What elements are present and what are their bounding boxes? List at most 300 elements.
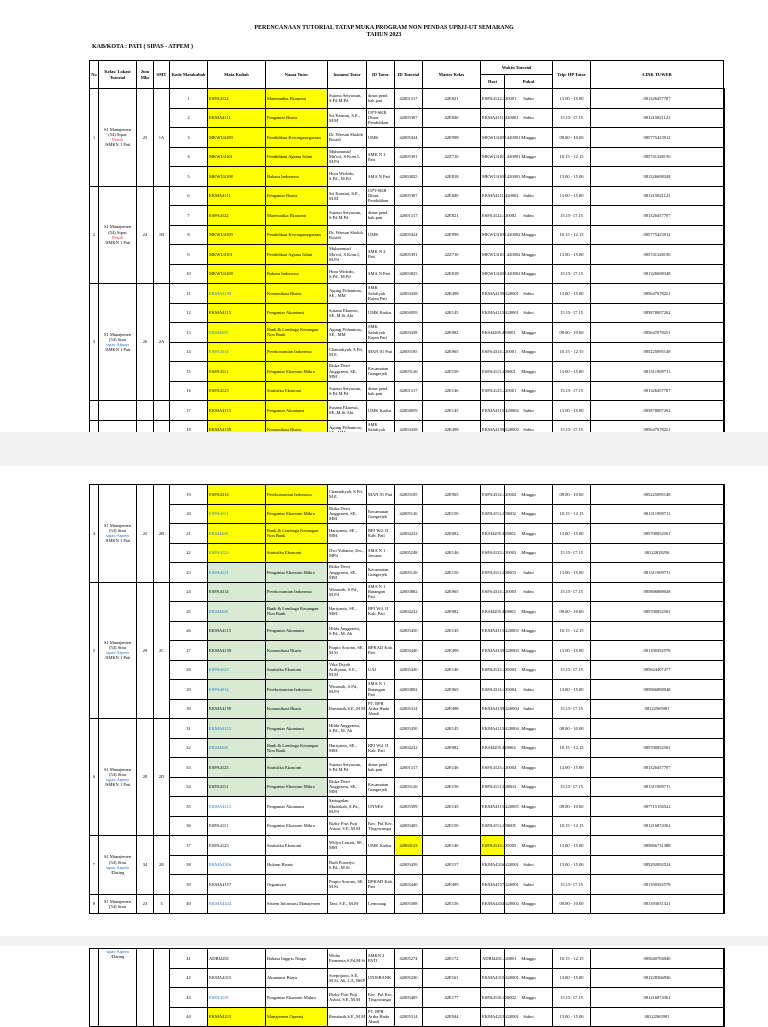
jumlah-mahasiswa: 34 [137, 836, 154, 895]
telp-tutor: 08122565981 [591, 699, 724, 719]
master-kelas: ESPA4123.420001 [481, 381, 505, 401]
kode-matakuliah: ESPA4123 [208, 758, 266, 778]
id-tutorial: 42E840 [423, 186, 481, 206]
telp-header: Telp/ HP Tutor [553, 61, 591, 89]
hari: Minggu [505, 816, 553, 836]
kode-matakuliah: EKSI4205 [208, 738, 266, 758]
master-kelas: MKWU4108.420002 [481, 264, 505, 284]
id-tutorial: 42E146 [423, 660, 481, 680]
group-number: 7 [90, 836, 99, 895]
pukul: 10.15 - 12.15 [553, 147, 591, 167]
id-tutor: 42003825 [395, 264, 423, 284]
row-number-cell [170, 641, 208, 661]
nama-tutor: Sri Karnini, S.E., M.M [328, 186, 367, 206]
pukul: 13.00 - 15.00 [553, 284, 591, 304]
hari: Sabtu [505, 420, 553, 440]
hari: Sabtu [505, 401, 553, 421]
instansi-tutor: Kecamatan Gungrejek [367, 563, 395, 583]
table-row [90, 777, 725, 797]
row-number: 6 [187, 193, 190, 199]
row-number: 12 [186, 310, 191, 316]
nama-tutor: Tani, S.E., M.M [328, 894, 367, 914]
master-kelas: MKWU4108.420001 [481, 167, 505, 187]
mata-kuliah: Perekonomian Indonesia [266, 680, 328, 700]
kode-matakuliah: EKMA4111 [208, 186, 266, 206]
row-number-cell [170, 797, 208, 817]
row-number: 20 [186, 511, 191, 517]
hari: Sabtu [505, 206, 553, 226]
row-number: 14 [186, 349, 191, 355]
row-number-cell [170, 949, 208, 969]
instansi-tutor: SMKN 2 PATI [367, 949, 395, 969]
instansi-tutor: Kec. Pul Kec. Tlogowungu [367, 816, 395, 836]
pukul: 15.15- 17.15 [553, 303, 591, 323]
telp-tutor: 081326457707 [591, 206, 724, 226]
row-number-cell [170, 988, 208, 1008]
id-tutor: 42005126 [395, 777, 423, 797]
kelas-location: sipas-Atpem [106, 864, 129, 870]
row-number: 28 [186, 667, 191, 673]
row-number-cell [170, 128, 208, 148]
kode-matakuliah: EKMA4434 [208, 894, 266, 914]
row-number: 5 [187, 173, 190, 179]
pukul: 08.00 - 10.00 [553, 128, 591, 148]
instansi-tutor [367, 855, 395, 875]
nama-tutor: Rumiasih,S.E.,M.M [328, 1007, 367, 1027]
nama-tutor: Susana Ekaresti, SE.,M.Si.Akt [328, 303, 367, 323]
master-kelas: ESPA4314.420002 [481, 485, 505, 505]
instansi-tutor: dinas pend kab pati [367, 206, 395, 226]
row-number: 34 [186, 784, 191, 790]
table-row [90, 894, 725, 914]
kelas-name: S1 Manajemen (54) Sinu [103, 331, 132, 342]
hari-header: Hari [481, 75, 505, 89]
no-header: No [90, 61, 99, 89]
id-tutorial: 42E177 [423, 988, 481, 1008]
row-number: 21 [186, 530, 191, 536]
kode-matakuliah: EKMA4115 [208, 719, 266, 739]
empty-cell [154, 401, 170, 421]
id-tutor: 42003802 [395, 582, 423, 602]
master-kelas: ADBI4201.420001 [481, 949, 505, 969]
table-row [90, 797, 725, 817]
pukul: 15.15- 17.15 [553, 543, 591, 563]
instansi-tutor: UMK [367, 128, 395, 148]
mata-kuliah: Pendidikan Agama Islam [266, 147, 328, 167]
instansi-tutor: MAN 01 Pati [367, 485, 395, 505]
master-kelas: EKMA4316.420001 [481, 855, 505, 875]
nama-tutor: Sujono Setyawan, S.Pd.M.Pd [328, 381, 367, 401]
master-kelas: EKMA4159.420002 [481, 420, 505, 440]
telp-tutor: 085741328156 [591, 147, 724, 167]
instansi-tutor: UPT-SKB Dinas Pendidikan [367, 186, 395, 206]
id-tutorial: 42E145 [423, 719, 481, 739]
kelas-name: S1 Manajemen (54) Sinu [103, 898, 132, 909]
row-number-cell [170, 680, 208, 700]
row-number: 8 [187, 232, 190, 238]
mata-kuliah: Hukum Bisnis [266, 855, 328, 875]
kelas-cell [99, 719, 137, 836]
pukul: 10.15 - 12.15 [553, 949, 591, 969]
id-tutor: 42003438 [395, 420, 423, 440]
hari: Minggu [505, 225, 553, 245]
master-kelas: EKMA4115.420004 [481, 719, 505, 739]
row-number: 43 [186, 994, 191, 1000]
mata-kuliah: Organisasi [266, 875, 328, 895]
row-number: 11 [186, 290, 191, 296]
id-tutor: 42004232 [395, 602, 423, 622]
nama-tutor: Hora Widodo, S.Pd., M.Pd [328, 264, 367, 284]
id-tutor: 42005424 [395, 128, 423, 148]
hari: Sabtu [505, 303, 553, 323]
waktu-header: Waktu Tutorial [481, 61, 553, 75]
link-tuweb-cell [724, 582, 725, 602]
kode-matakuliah: MKWU4108 [208, 167, 266, 187]
link-tuweb-cell [724, 167, 725, 187]
nama-tutor: Riska Dewi Anggraeni, SE, MM [328, 563, 367, 583]
kelas-venue: /SMKN 1 Pati [104, 142, 131, 148]
link-tuweb-cell [724, 894, 725, 914]
link-tuweb-cell [724, 816, 725, 836]
table-row [90, 206, 725, 226]
telp-tutor: 085775423912 [591, 128, 724, 148]
mata-kuliah: Bank & Lembaga Keuangan Non Bank [266, 602, 328, 622]
kelas-location: sipas-Atpem [106, 650, 129, 656]
id-tutorial: 42E998 [423, 225, 481, 245]
row-number-cell [170, 836, 208, 856]
row-number-cell [170, 186, 208, 206]
hari: Sabtu [505, 855, 553, 875]
telp-tutor: 085878007262 [591, 303, 724, 323]
row-number: 44 [186, 1014, 191, 1020]
hari: Minggu [505, 245, 553, 265]
mata-kuliah: Pendidikan Kewarganegaraan [266, 128, 328, 148]
id-tutor: 42005420 [395, 660, 423, 680]
hari: Minggu [505, 128, 553, 148]
kode-matakuliah: ESPA4110 [208, 988, 266, 1008]
instansi-tutor: Kecamatan Gungrejek [367, 504, 395, 524]
link-tuweb-cell [724, 342, 725, 362]
tutor-header: Nama Tutor [266, 61, 328, 89]
instansi-tutor: BPJ Wil. II Kab. Pati [367, 738, 395, 758]
row-number-cell [170, 855, 208, 875]
kode-matakuliah: EKMA4115 [208, 401, 266, 421]
kode-matakuliah: EKSI4205 [208, 524, 266, 544]
pukul: 13.00 - 15.00 [553, 641, 591, 661]
pukul: 08.00 - 10.00 [553, 797, 591, 817]
id-tutor: 42003825 [395, 167, 423, 187]
telp-tutor: 081326457707 [591, 758, 724, 778]
row-number-cell [170, 777, 208, 797]
row-number-cell [170, 303, 208, 323]
row-number-cell [170, 524, 208, 544]
semester: 2A [154, 284, 170, 401]
row-number: 40 [186, 901, 191, 907]
nama-tutor: Prapto Sosono, SE, M.Si [328, 641, 367, 661]
row-number-cell [170, 894, 208, 914]
master-kelas: EKMA4159.420004 [481, 699, 505, 719]
id-tutorial: 42E818 [423, 264, 481, 284]
row-number: 27 [186, 647, 191, 653]
mata-kuliah: Sistem Informasi Manajemen [266, 894, 328, 914]
page-gap [0, 432, 768, 466]
table-row [90, 108, 725, 128]
nama-tutor: Dwi Yulianto, Drs., MPd [328, 543, 367, 563]
kode-matakuliah: MKWU4108 [208, 264, 266, 284]
pukul: 10.15 - 12.15 [553, 621, 591, 641]
kode-matakuliah: MKWU4109 [208, 128, 266, 148]
empty-cell [154, 949, 170, 1027]
master-kelas: MKWU4101.420001 [481, 147, 505, 167]
table-row [90, 988, 725, 1008]
telp-tutor: 08122565981 [591, 1007, 724, 1027]
link-tuweb-cell [724, 777, 725, 797]
instansi-tutor: dinas pend kab pati [367, 758, 395, 778]
table-row [90, 284, 725, 304]
table-row [90, 699, 725, 719]
nama-tutor: Hilda Anggraeni, S.Pd., M. Ak [328, 621, 367, 641]
master-kelas: EKMA4111.420001 [481, 108, 505, 128]
link-tuweb-cell [724, 362, 725, 382]
semester: 3 [154, 894, 170, 914]
row-number: 42 [186, 975, 191, 981]
telp-tutor: 08122818256 [591, 543, 724, 563]
id-tutorial: 42E821 [423, 89, 481, 109]
row-number-cell [170, 245, 208, 265]
pukul: 10.15 - 12.15 [553, 816, 591, 836]
mata-kuliah: Bank & Lembaga Keuangan Non Bank [266, 524, 328, 544]
instansi-tutor: BPJ Wil. II Kab. Pati [367, 524, 395, 544]
mata-kuliah: Statistika Ekonomi [266, 758, 328, 778]
kode-matakuliah: ESPA4111 [208, 563, 266, 583]
telp-tutor: 087715156522 [591, 797, 724, 817]
semester: 2E [154, 836, 170, 895]
row-number: 2 [187, 115, 190, 121]
id-tutor: 42005450 [395, 621, 423, 641]
hari: Minggu [505, 777, 553, 797]
row-number-cell [170, 602, 208, 622]
link-tuweb-cell [724, 968, 725, 988]
id-tutor: 42005391 [395, 245, 423, 265]
id-tutorial: 42E172 [423, 949, 481, 969]
mata-kuliah: Pengantar Ekonomi Mikro [266, 362, 328, 382]
instansi-tutor: MAN 01 Pati [367, 342, 395, 362]
kode-matakuliah: EKMA4115 [208, 797, 266, 817]
telp-tutor: 081311909711 [591, 504, 724, 524]
hari: Sabtu [505, 582, 553, 602]
master-kelas: ESPA4314.420003 [481, 582, 505, 602]
mata-kuliah: Pengantar Ekonomi Mikro [266, 563, 328, 583]
master-kelas: EKSI4205.420002 [481, 524, 505, 544]
mata-kuliah: Komunikasi Bisnis [266, 699, 328, 719]
id-tutorial-header: ID Tutorial [395, 61, 423, 89]
id-tutor: 42004232 [395, 738, 423, 758]
nama-tutor: Chamidiyah, S.Pd, M.E. [328, 485, 367, 505]
mata-kuliah: Perekonomian Indonesia [266, 485, 328, 505]
telp-tutor [591, 621, 724, 641]
empty-cell [137, 401, 154, 421]
mata-kuliah: Statistika Ekonomi [266, 660, 328, 680]
page-2 [0, 466, 768, 936]
row-number: 38 [186, 862, 191, 868]
table-row [90, 602, 725, 622]
link-tuweb-cell [724, 758, 725, 778]
master-kelas: EKMA4115.420005 [481, 797, 505, 817]
instansi-header: Instansi Tutor [328, 61, 367, 89]
link-tuweb-cell [724, 719, 725, 739]
instansi-tutor: UMK Kudus [367, 836, 395, 856]
link-tuweb-cell [724, 660, 725, 680]
row-number: 39 [186, 881, 191, 887]
row-number: 26 [186, 628, 191, 634]
instansi-tutor: SMK N 2 Pati [367, 147, 395, 167]
kab-kota-label: KAB/KOTA : PATI ( SIPAS - ATPEM ) [92, 44, 193, 50]
kode-header: Kode Matakuliah [170, 61, 208, 89]
hari: Minggu [505, 524, 553, 544]
group-number: 6 [90, 719, 99, 836]
id-tutor: 42005314 [395, 1007, 423, 1027]
row-number-cell [170, 485, 208, 505]
row-number-cell [170, 738, 208, 758]
mata-kuliah: Pengantar Ekonomi Mikro [266, 816, 328, 836]
link-tuweb-cell [724, 323, 725, 343]
smt-header: SMT [154, 61, 170, 89]
table-row [90, 381, 725, 401]
jumlah-mahasiswa: 23 [137, 894, 154, 914]
link-tuweb-cell [724, 738, 725, 758]
group-number: 5 [90, 582, 99, 719]
instansi-tutor: UMK [367, 225, 395, 245]
mata-kuliah: Pengantar Akuntansi [266, 797, 328, 817]
mata-kuliah: Statistika Ekonomi [266, 836, 328, 856]
master-kelas: ESPA4111.420005 [481, 816, 505, 836]
telp-tutor: 081215821123 [591, 186, 724, 206]
id-tutorial: 42E998 [423, 128, 481, 148]
nama-tutor: Agung Prihantoro, SE., MM [328, 323, 367, 343]
hari: Sabtu [505, 1007, 553, 1027]
instansi-tutor: Kec. Pul Kec. Tlogowungu [367, 988, 395, 1008]
telp-tutor: 085647078251 [591, 420, 724, 440]
id-tutorial: 42E499 [423, 875, 481, 895]
pukul: 13.00 - 15.00 [553, 524, 591, 544]
id-tutor: 42003438 [395, 323, 423, 343]
telp-tutor: 081390392578 [591, 875, 724, 895]
kode-matakuliah: EKMA4157 [208, 875, 266, 895]
row-number: 33 [186, 764, 191, 770]
table-row [90, 836, 725, 856]
row-number-cell [170, 89, 208, 109]
row-number: 37 [186, 842, 191, 848]
id-tutor: 42003440 [395, 875, 423, 895]
pukul: 13.00 - 15.00 [553, 968, 591, 988]
document-year: TAHUN 2023 [366, 32, 402, 38]
row-number-cell [170, 323, 208, 343]
table-row [90, 758, 725, 778]
nama-tutor: Rizky Fitri Puji Astuti, S.E, M.M [328, 816, 367, 836]
hari: Minggu [505, 894, 553, 914]
instansi-tutor [367, 719, 395, 739]
pukul: 15.15- 17.15 [553, 699, 591, 719]
table-row [90, 264, 725, 284]
row-number-cell [170, 206, 208, 226]
telp-tutor: 081228366936 [591, 968, 724, 988]
schedule-table-2 [89, 484, 725, 914]
link-tuweb-cell [724, 225, 725, 245]
nama-tutor: Agung Prihantoro, [328, 420, 367, 440]
row-number: 36 [186, 823, 191, 829]
pukul: 10.15 - 12.15 [553, 504, 591, 524]
hari: Minggu [505, 621, 553, 641]
nama-tutor: Chamidiyah, S.Pd, M.E. [328, 342, 367, 362]
id-tutorial: 42E150 [423, 504, 481, 524]
pukul-header: Pukul [505, 75, 553, 89]
hari: Minggu [505, 323, 553, 343]
nama-tutor: Hariyanto, SE., MM. [328, 602, 367, 622]
row-number: 1 [187, 95, 190, 101]
kelas-location: sipas-Atpem [106, 342, 129, 347]
pukul: 15.15- 17.15 [553, 108, 591, 128]
table-row [90, 485, 725, 505]
group-number: 3 [90, 284, 99, 401]
mata-kuliah: Komunikasi Bisnis [266, 284, 328, 304]
pukul: 08.00 - 10.00 [553, 894, 591, 914]
mata-kuliah: Bahasa Indonesia [266, 264, 328, 284]
id-tutorial: 42E157 [423, 855, 481, 875]
pukul: 15.15- 17.15 [553, 264, 591, 284]
master-kelas: EKMA4111.420002 [481, 186, 505, 206]
nama-tutor: Dr. Warsan Shokib Rosidi [328, 225, 367, 245]
telp-tutor: 085866888048 [591, 582, 724, 602]
id-tutor: 42005439 [395, 855, 423, 875]
instansi-tutor: UAJ [367, 660, 395, 680]
link-tuweb-cell [724, 89, 725, 109]
row-number-cell [170, 875, 208, 895]
id-tutorial: 42E161 [423, 968, 481, 988]
hari: Sabtu [505, 89, 553, 109]
kelas-cell [99, 485, 137, 583]
table-row [90, 563, 725, 583]
pukul: 08.00 - 10.00 [553, 602, 591, 622]
nama-tutor: Sujono Setyawan, S.Pd.M.Pd [328, 206, 367, 226]
id-tutorial: 42Z710 [423, 147, 481, 167]
row-number: 15 [186, 368, 191, 374]
kode-matakuliah: ESPA4123 [208, 836, 266, 856]
mata-kuliah: Manajemen Operasi [266, 1007, 328, 1027]
hari: Minggu [505, 758, 553, 778]
id-tutor: 42005248 [395, 543, 423, 563]
kode-matakuliah: EKMA4115 [208, 621, 266, 641]
instansi-tutor: dinas pend kab pati [367, 89, 395, 109]
row-number: 30 [186, 706, 191, 712]
link-tuweb-cell [724, 504, 725, 524]
link-tuweb-cell [724, 206, 725, 226]
row-number: 16 [186, 388, 191, 394]
master-kelas: EKMA4215.420001 [481, 1007, 505, 1027]
hari: Minggu [505, 504, 553, 524]
pukul: 13.00 - 15.00 [553, 680, 591, 700]
table-row [90, 362, 725, 382]
id-tutor: 42005405 [395, 988, 423, 1008]
id-tutorial: 42E082 [423, 602, 481, 622]
pukul: 13.00 - 15.00 [553, 563, 591, 583]
table-row [90, 147, 725, 167]
instansi-tutor: UMK Kudus [367, 401, 395, 421]
mata-kuliah: Bank & Lembaga Keuangan Non Bank [266, 323, 328, 343]
id-tutor: 42005405 [395, 816, 423, 836]
id-tutorial: 42E146 [423, 543, 481, 563]
kode-matakuliah: EKMA4159 [208, 420, 266, 440]
instansi-tutor: BPJ Wil. II Kab. Pati [367, 602, 395, 622]
